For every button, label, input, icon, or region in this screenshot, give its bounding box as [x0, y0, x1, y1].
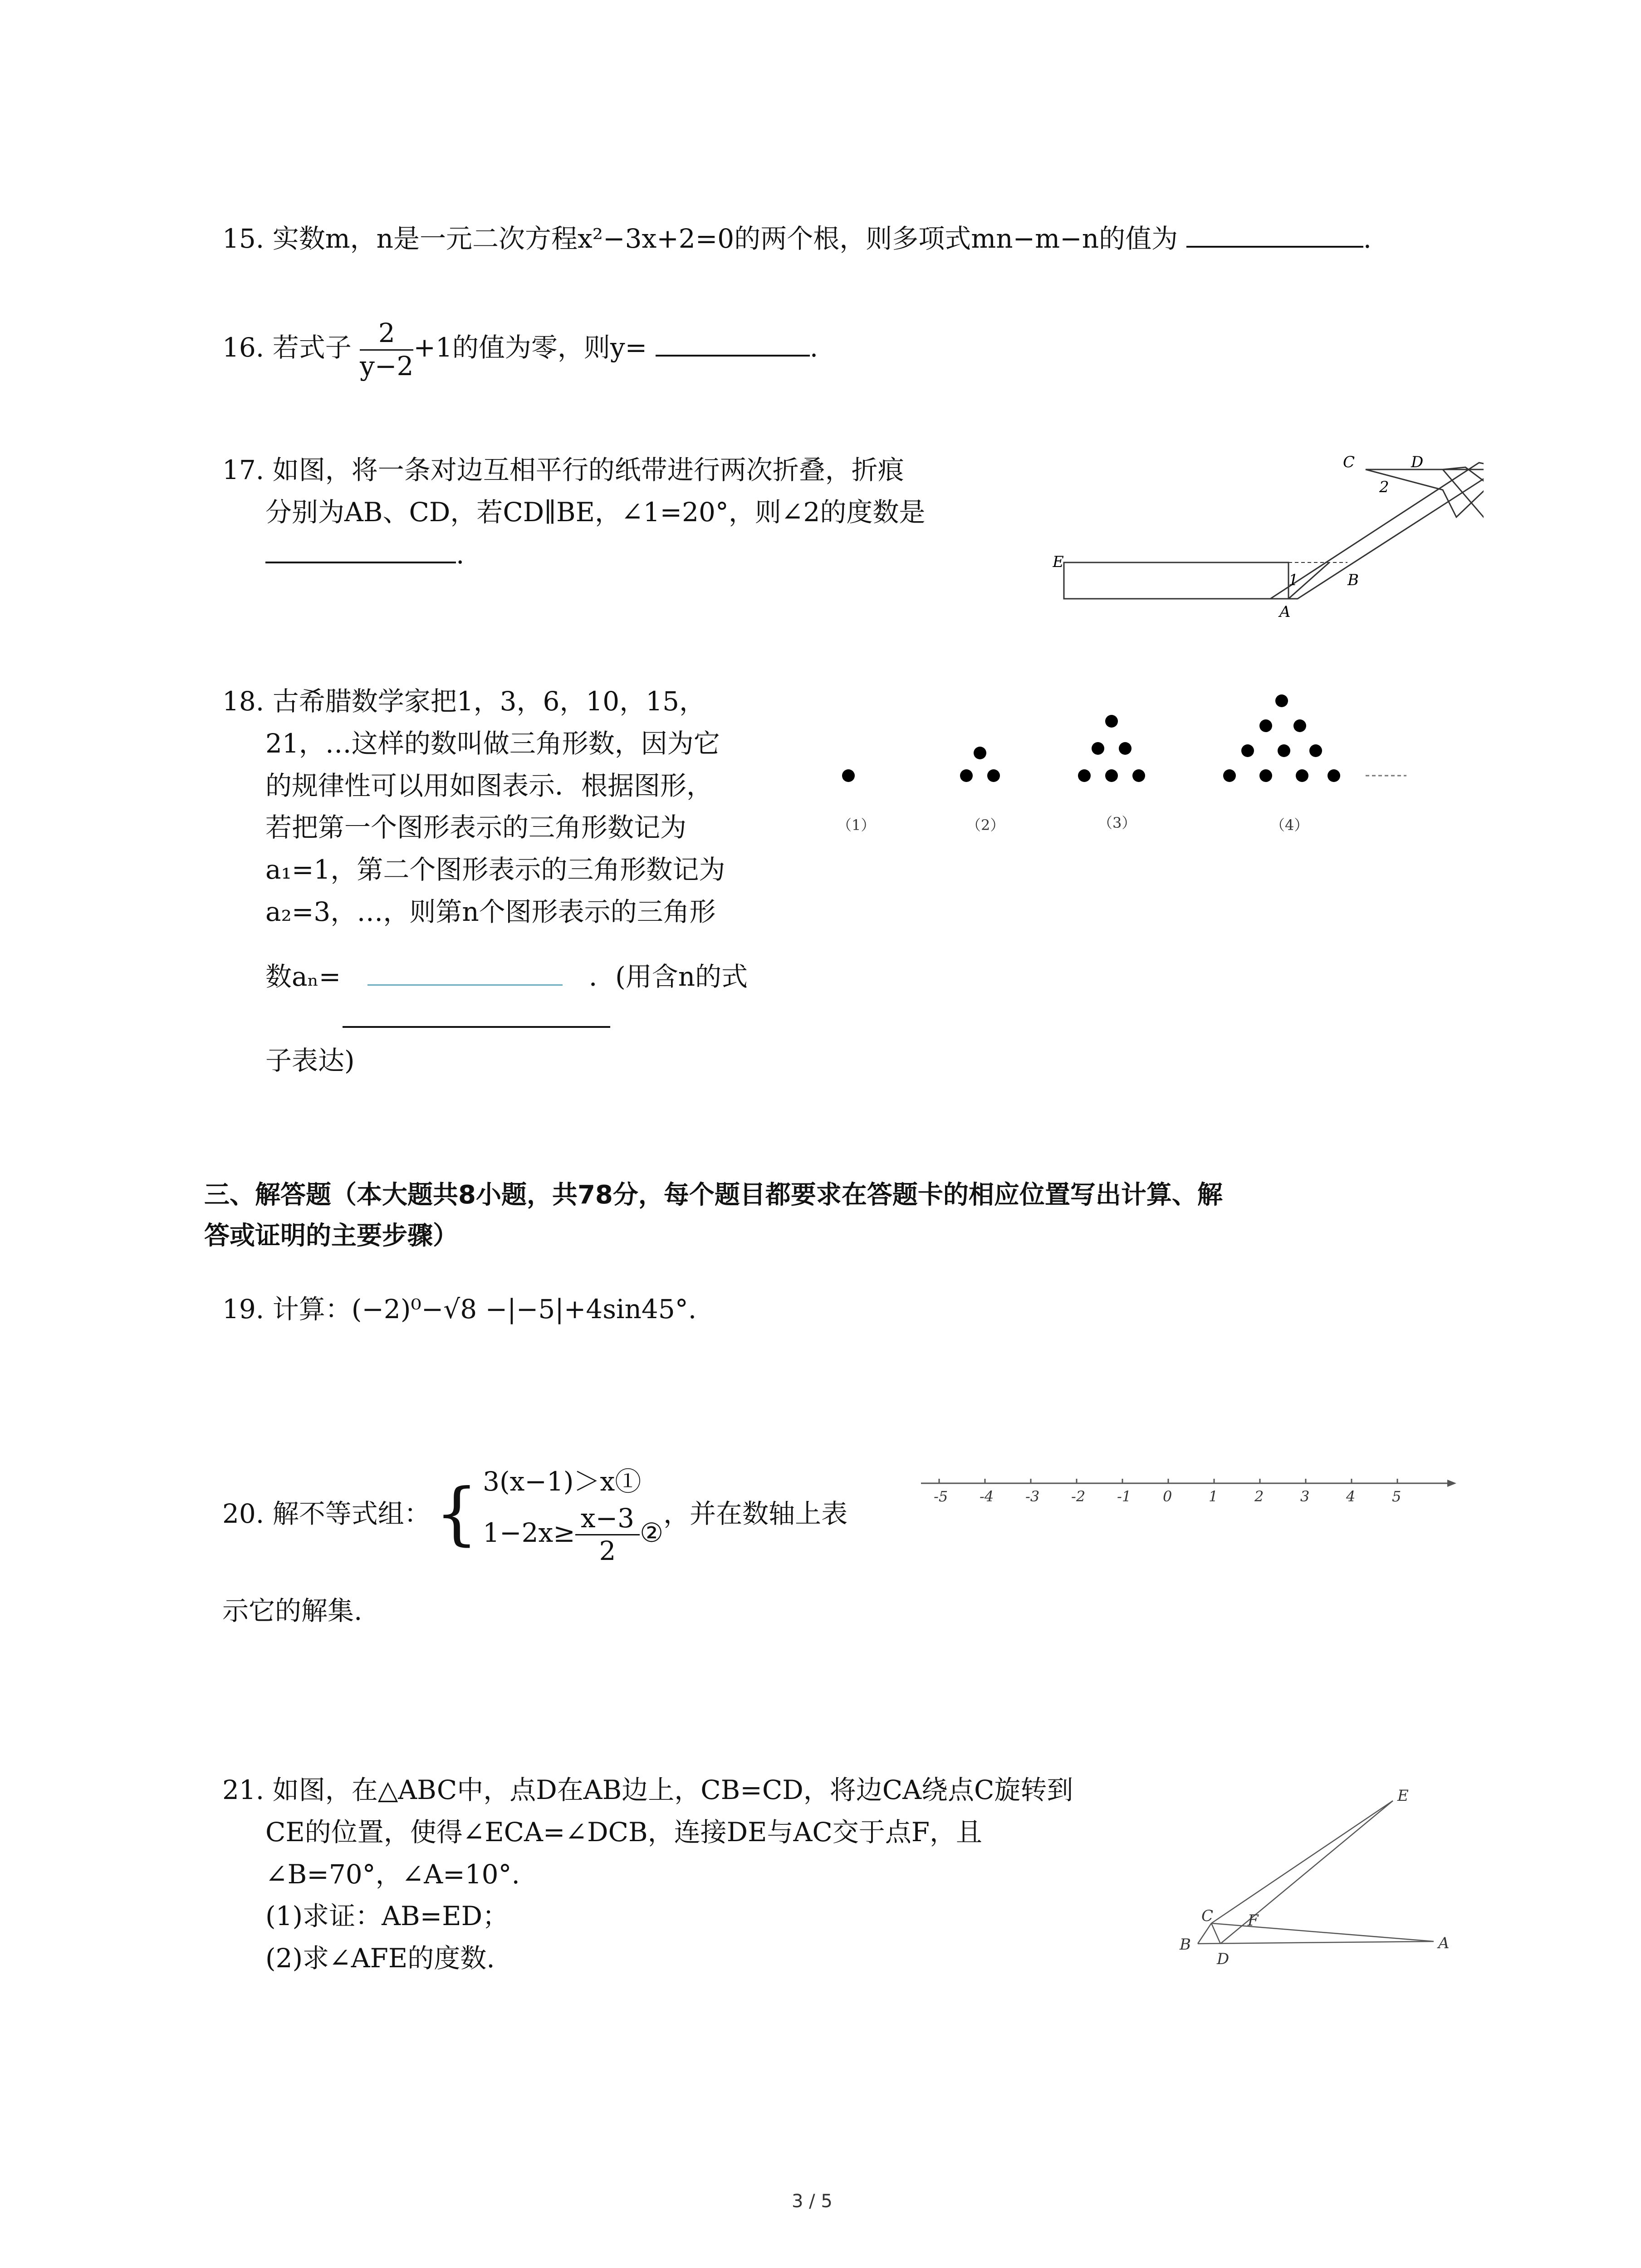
svg-text:（2）: （2） [966, 816, 1005, 834]
svg-text:2: 2 [1379, 478, 1389, 496]
svg-text:（3）: （3） [1098, 814, 1136, 831]
question-15: 15. 实数m，n是一元二次方程x²−3x+2=0的两个根，则多项式mn−m−n的值为 . [222, 218, 1372, 260]
axis-tick-label: 3 [1300, 1488, 1310, 1505]
axis-tick-label: -1 [1117, 1488, 1132, 1505]
axis-tick-label: -2 [1071, 1488, 1086, 1505]
svg-text:C: C [1343, 453, 1355, 471]
page-number: 3 / 5 [792, 2191, 833, 2212]
answer-blank[interactable] [265, 535, 456, 563]
fraction: $\frac{2}{y-2}$ [360, 318, 414, 381]
question-number: 16. [222, 332, 265, 363]
triangle-number-dots-figure [821, 685, 1456, 866]
svg-text:A: A [1279, 603, 1291, 621]
svg-text:C: C [1201, 1907, 1214, 1925]
svg-text:E: E [1397, 1787, 1409, 1805]
axis-tick-label: 1 [1209, 1488, 1218, 1505]
axis-tick-label: 2 [1254, 1488, 1264, 1505]
axis-tick-label: -5 [934, 1488, 948, 1505]
svg-text:D: D [1411, 453, 1424, 471]
answer-blank[interactable] [1186, 220, 1363, 248]
inequality-system: 3(x−1)＞x① 1−2x≥ $\frac{x-3}{2}$ ② [483, 1466, 664, 1567]
axis-tick-label: -3 [1025, 1488, 1040, 1505]
question-16: 16. 若式子 $\frac{2}{y-2}$ +1的值为零，则y= . [222, 318, 818, 381]
question-17: 17. 如图，将一条对边互相平行的纸带进行两次折叠，折痕 分别为AB、CD，若CD∥BE，∠1=20°，则∠2的度数是 . [222, 455, 926, 570]
axis-tick-label: 0 [1163, 1488, 1172, 1505]
question-20: 20. 解不等式组： { 3(x−1)＞x① 1−2x≥ $\frac{x-3}{2}$ ② ，并在数轴上表 示它的解集. [222, 1461, 948, 1632]
triangle-abc-figure [1161, 1787, 1479, 1978]
section-heading: 三、解答题（本大题共8小题，共78分，每个题目都要求在答题卡的相应位置写出计算、解 答或证明的主要步骤） [204, 1180, 1223, 1251]
question-19: 19. 计算：(−2)⁰−√8 −|−5|+4sin45°. [222, 1294, 697, 1325]
svg-text:E: E [1053, 553, 1064, 571]
svg-text:B: B [1180, 1936, 1191, 1954]
svg-text:B: B [1347, 571, 1359, 589]
svg-text:1: 1 [1288, 571, 1298, 589]
axis-tick-label: -4 [980, 1488, 994, 1505]
svg-text:F: F [1248, 1911, 1259, 1930]
svg-text:D: D [1217, 1950, 1230, 1968]
question-number: 15. [222, 223, 265, 254]
brace: { [435, 1474, 479, 1554]
question-21: 21. 如图，在△ABC中，点D在AB边上，CB=CD，将边CA绕点C旋转到 CE的位置，使得∠ECA=∠DCB，连接DE与AC交于点F，且 ∠B=70°，∠A=10°. (1)求证：AB=ED； (2)求∠AFE的度数. [222, 1774, 1073, 1974]
svg-text:（4）: （4） [1270, 816, 1309, 834]
svg-text:A: A [1438, 1934, 1450, 1952]
question-text: 实数m，n是一元二次方程x²−3x+2=0的两个根，则多项式mn−m−n的值为 [272, 223, 1178, 254]
svg-text:（1）: （1） [837, 816, 876, 834]
axis-tick-label: 4 [1346, 1488, 1356, 1505]
answer-blank[interactable] [656, 328, 810, 357]
axis-tick-label: 5 [1392, 1488, 1401, 1505]
question-text: 若式子 [272, 332, 352, 363]
folded-strip-figure [1053, 449, 1484, 631]
number-line [916, 1461, 1461, 1515]
answer-blank[interactable] [367, 984, 563, 986]
question-18: 18. 古希腊数学家把1，3，6，10，15， 21，…这样的数叫做三角形数，因为它 的规律性可以用如图表示．根据图形， 若把第一个图形表示的三角形数记为 a₁=1，第二个图形表示的三角形数记为 a₂=3，…，则第n个图形表示的三角形 数aₙ= ．(用含n的式 子表达) [222, 686, 748, 1076]
